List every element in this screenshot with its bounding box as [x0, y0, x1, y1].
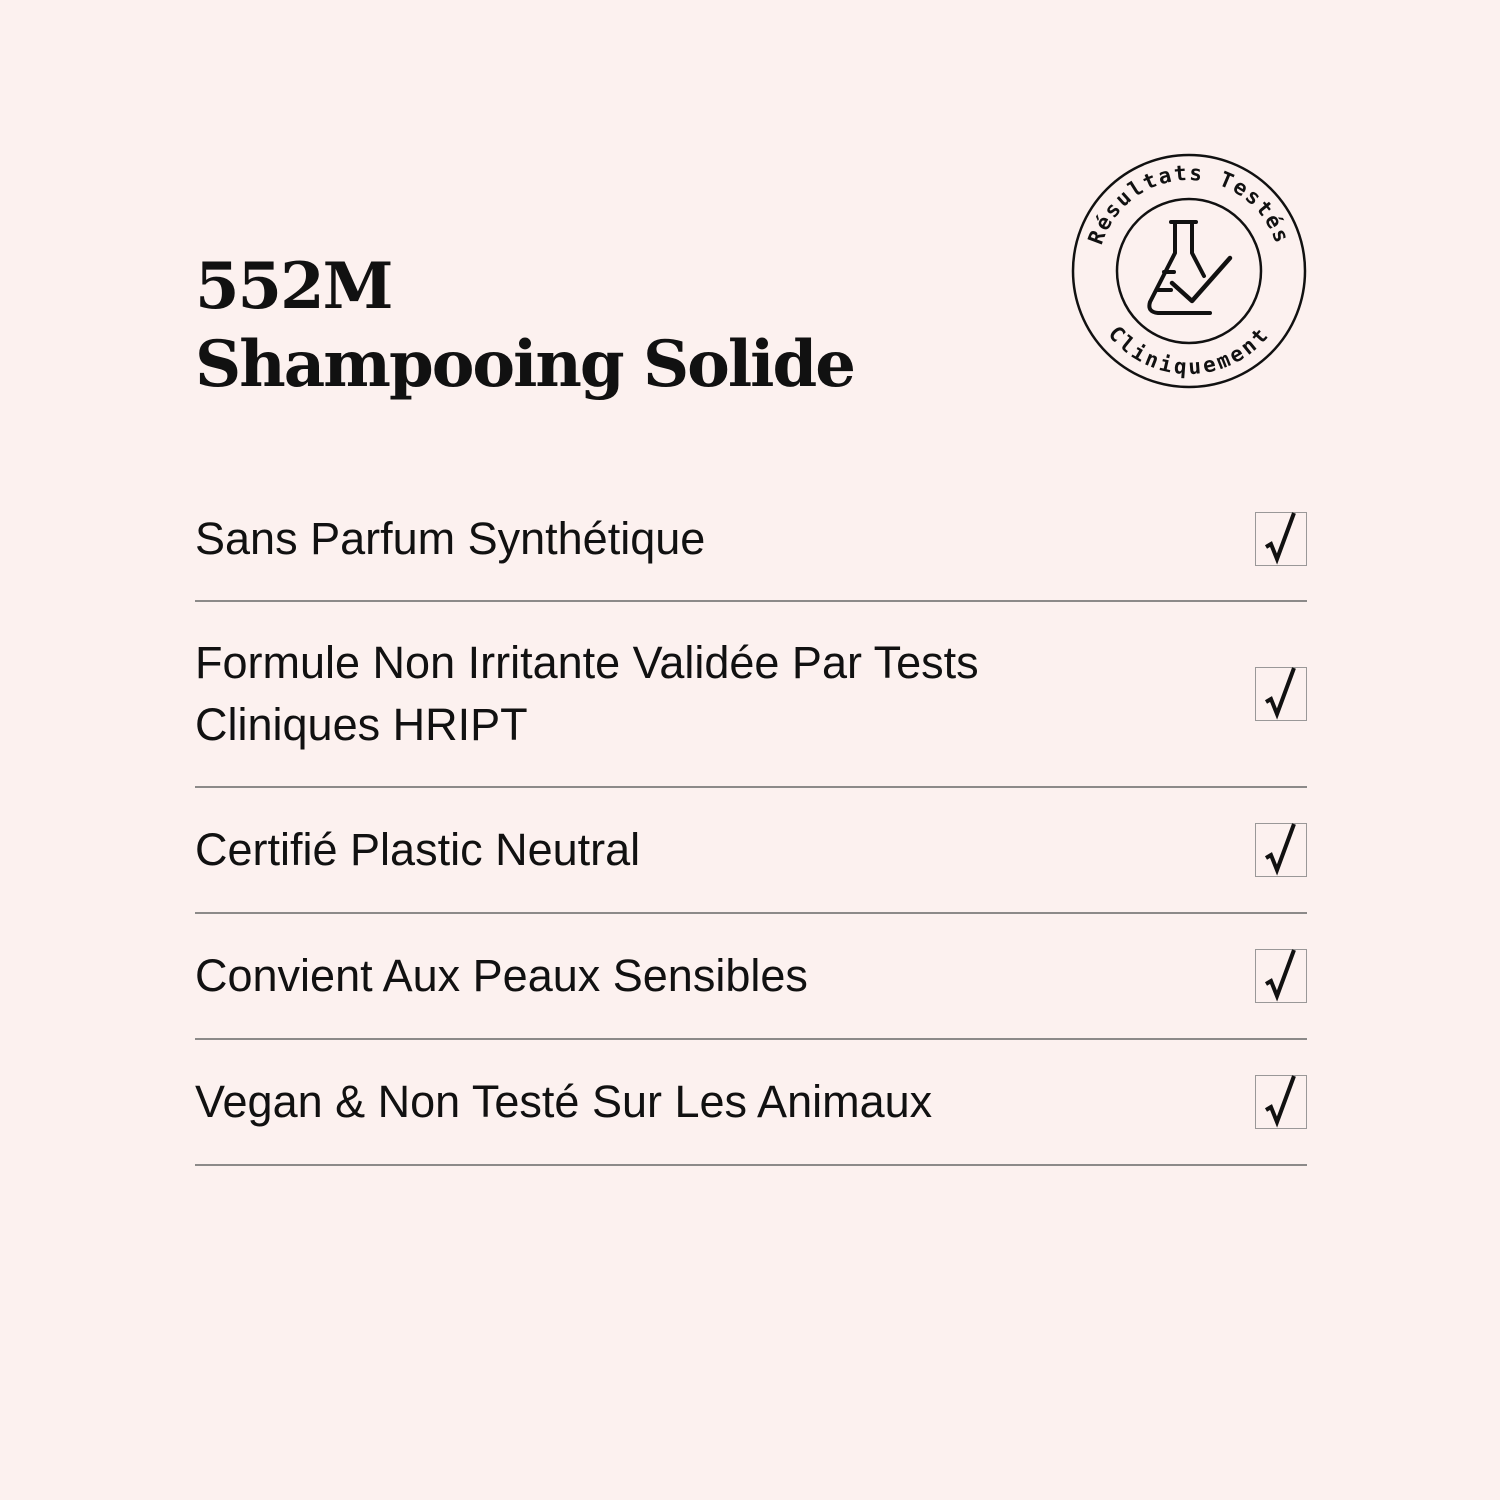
list-item — [195, 1040, 1307, 1166]
seal-bottom-text: Cliniquement — [1103, 321, 1275, 380]
checkbox — [1255, 823, 1307, 877]
list-item — [195, 602, 1307, 788]
check-icon — [1264, 944, 1298, 1006]
checkbox — [1255, 512, 1307, 566]
list-item — [195, 478, 1307, 602]
feature-label: Certifié Plastic Neutral — [195, 824, 641, 875]
checkbox — [1255, 1075, 1307, 1129]
check-icon — [1264, 818, 1298, 880]
check-icon — [1264, 1070, 1298, 1132]
check-icon — [1264, 662, 1298, 724]
seal-top-text: Résultats Testés — [1083, 160, 1295, 248]
product-title — [195, 248, 854, 404]
checkbox — [1255, 667, 1307, 721]
seal-graphic — [1068, 150, 1310, 392]
list-item — [195, 914, 1307, 1040]
product-code: 552M — [195, 249, 392, 324]
clinically-tested-seal — [1068, 150, 1310, 392]
feature-list — [195, 478, 1307, 1166]
product-name: Shampooing Solide — [195, 327, 854, 402]
feature-label: Formule Non Irritante Validée Par Tests Cliniques HRIPT — [195, 637, 979, 750]
feature-label: Sans Parfum Synthétique — [195, 513, 706, 564]
list-item — [195, 788, 1307, 914]
check-icon — [1264, 507, 1298, 569]
flask-check-icon — [1149, 222, 1230, 313]
feature-label: Vegan & Non Testé Sur Les Animaux — [195, 1076, 933, 1127]
feature-label: Convient Aux Peaux Sensibles — [195, 950, 808, 1001]
checkbox — [1255, 949, 1307, 1003]
seal-outer-ring — [1073, 155, 1305, 387]
